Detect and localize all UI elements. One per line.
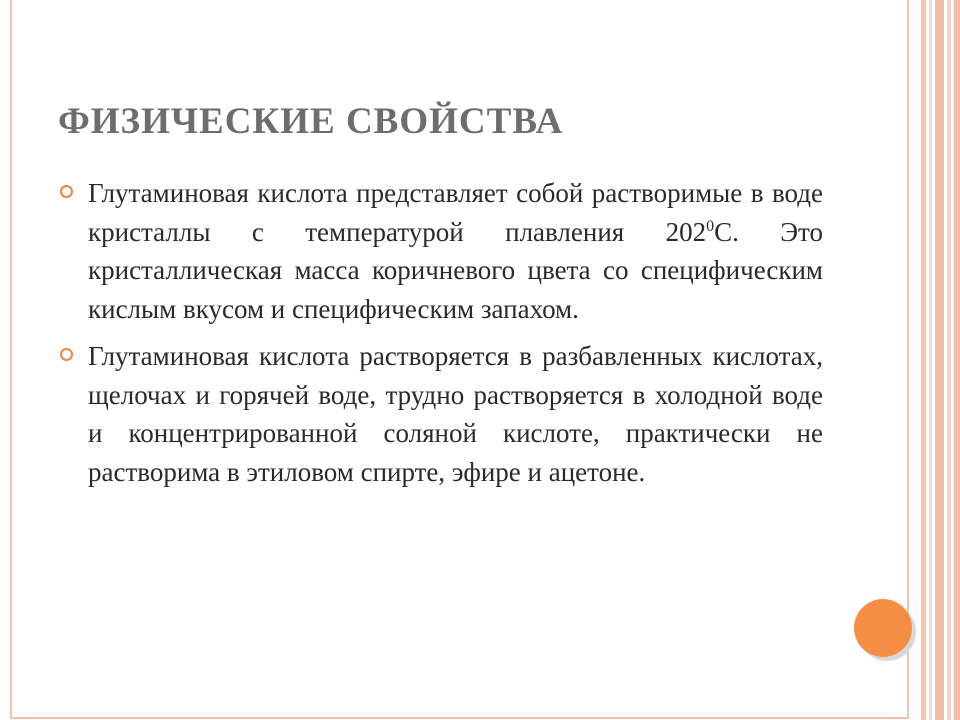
temperature-superscript: 0: [706, 217, 715, 235]
bullet-text-part: С. Это кристаллическая масса коричневого цвета со специфическим кислым вкусом и специфическим запахом.: [88, 216, 823, 324]
decorative-stripe: [921, 0, 926, 720]
slide-title: ФИЗИЧЕСКИЕ СВОЙСТВА: [58, 101, 564, 142]
decorative-stripe: [929, 0, 932, 720]
bullet-text: [88, 174, 823, 328]
decorative-stripe: [954, 0, 960, 720]
bullet-item: [60, 174, 823, 328]
bullet-text-part: Глутаминовая кислота представляет собой растворимые в воде кристаллы с температурой плавления 202: [88, 178, 823, 247]
circle-outline-icon: [60, 185, 73, 198]
decorative-stripe: [947, 0, 951, 720]
decorative-stripe: [935, 0, 944, 720]
bullet-list: [60, 174, 823, 500]
bullet-text: Глутаминовая кислота растворяется в разбавленных кислотах, щелочах и горячей воде, трудно растворяется в холодной воде и концентрированной соляной кислоте, практически не растворима в этиловом спирте, эфире и ацетоне.: [88, 341, 823, 487]
decorative-circle: [854, 599, 912, 657]
bullet-item: [60, 337, 823, 491]
circle-outline-icon: [60, 348, 73, 361]
